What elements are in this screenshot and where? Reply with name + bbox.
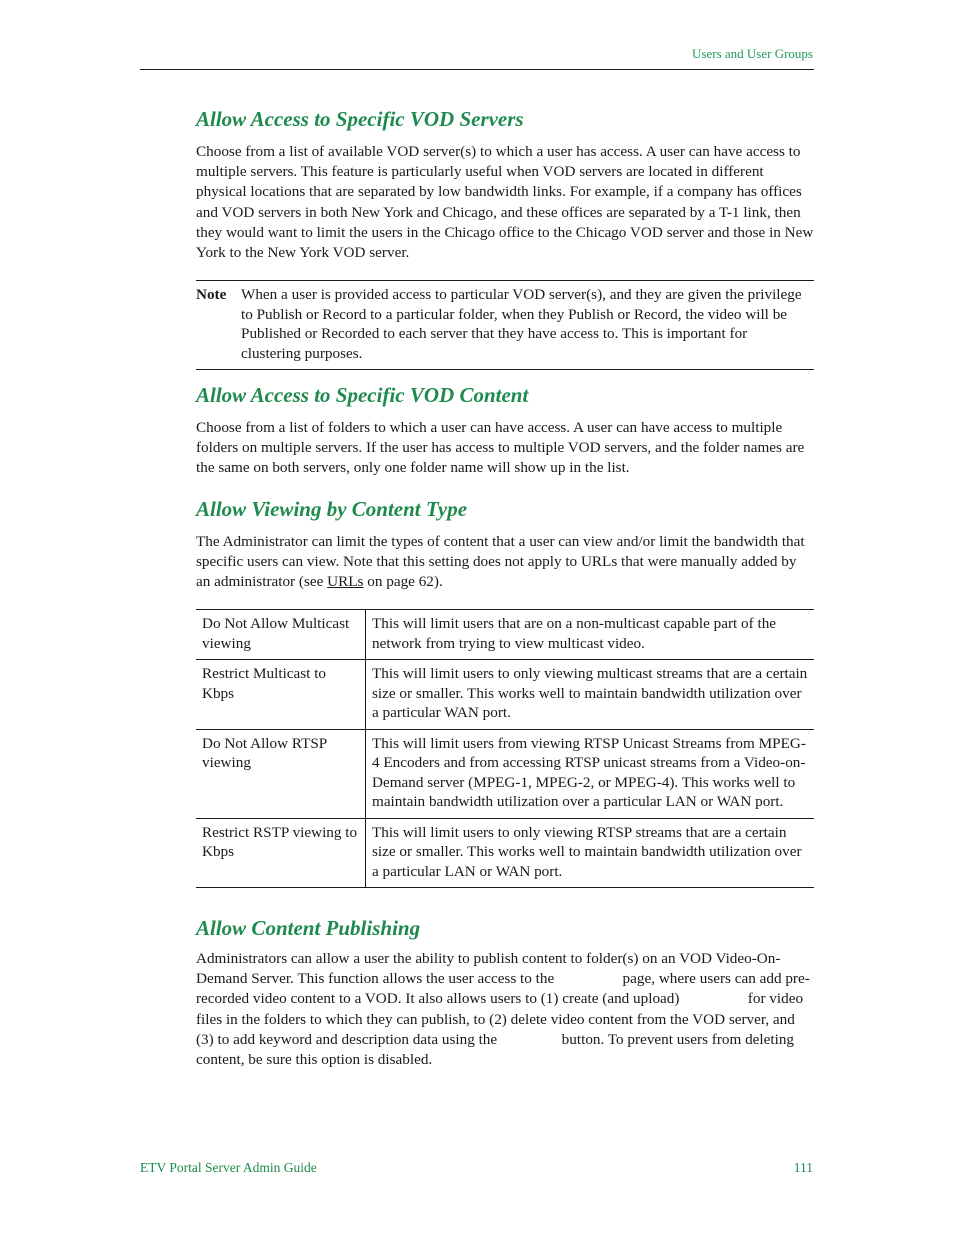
option-description: This will limit users that are on a non-multicast capable part of the network from trying to view multicast video. (366, 610, 815, 660)
heading-vod-content: Allow Access to Specific VOD Content (196, 383, 529, 407)
option-name: Restrict RSTP viewing to Kbps (196, 818, 366, 888)
page-number: 111 (793, 1160, 813, 1175)
note-text: When a user is provided access to particular VOD server(s), and they are given the privilege to Publish or Record to a particular folder, when they Publish or Record, the video will be Published or Recorded to each server that they have access to. This is important for clustering purposes. (241, 286, 802, 362)
body-publishing: Administrators can allow a user the ability to publish content to folder(s) on an VOD Video-On-Demand Server. This function allows the user access to the page, where users can add pre-recorded video content to a VOD. It also allows users to (1) create (and upload) for video files in the folders to which they can publish, to (2) delete video content from the VOD server, and (3) to add keyword and description data using the button. To prevent users from deleting content, be sure this option is disabled. (196, 950, 810, 1069)
section-content-type (196, 496, 814, 593)
table-row (196, 610, 814, 660)
body-vod-servers: Choose from a list of available VOD server(s) to which a user has access. A user can have access to multiple servers. This feature is particularly useful when VOD servers are located in different physical locations that are separated by low bandwidth links. For example, if a company has offices and VOD servers in both New York and Chicago, and these offices are separated by a T-1 link, then they would want to limit the users in the Chicago office to the Chicago VOD server and those in New York to the New York VOD server. (196, 143, 814, 262)
table-row (196, 818, 814, 888)
body-content-type (196, 532, 814, 593)
table-row (196, 729, 814, 818)
option-description: This will limit users from viewing RTSP Unicast Streams from MPEG-4 Encoders and from accessing RTSP unicast streams from a Video-on-Demand server (MPEG-1, MPEG-2, or MPEG-4). This works well to maintain bandwidth utilization over a particular LAN or WAN port. (366, 729, 815, 818)
note-box (196, 280, 814, 370)
heading-publishing: Allow Content Publishing (196, 916, 421, 940)
note-label: Note (196, 286, 227, 303)
section-publishing (196, 915, 814, 1070)
body-content-type-text: The Administrator can limit the types of content that a user can view and/or limit the bandwidth that specific users can view. Note that this setting does not apply to URLs that were manually added by an administrator (see (196, 533, 805, 591)
option-name: Restrict Multicast to Kbps (196, 660, 366, 730)
viewing-options-table (196, 609, 814, 888)
table-row (196, 660, 814, 730)
running-header: Users and User Groups (692, 46, 813, 61)
urls-link[interactable]: URLs (327, 573, 364, 591)
option-name: Do Not Allow RTSP viewing (196, 729, 366, 818)
body-content-type-tail: on page 62). (363, 573, 443, 591)
section-vod-servers (196, 106, 814, 263)
footer-title: ETV Portal Server Admin Guide (140, 1160, 317, 1175)
body-vod-content: Choose from a list of folders to which a user can have access. A user can have access to multiple folders on multiple servers. If the user has access to multiple VOD servers, and the folder names are the same on both servers, only one folder name will show up in the list. (196, 419, 805, 477)
option-description: This will limit users to only viewing multicast streams that are a certain size or smaller. This works well to maintain bandwidth utilization over a particular WAN port. (366, 660, 815, 730)
header-rule (140, 69, 814, 70)
heading-content-type: Allow Viewing by Content Type (196, 497, 468, 521)
heading-vod-servers: Allow Access to Specific VOD Servers (196, 107, 524, 131)
option-description: This will limit users to only viewing RTSP streams that are a certain size or smaller. This works well to maintain bandwidth utilization over a particular LAN or WAN port. (366, 818, 815, 888)
section-vod-content (196, 382, 814, 479)
option-name: Do Not Allow Multicast viewing (196, 610, 366, 660)
